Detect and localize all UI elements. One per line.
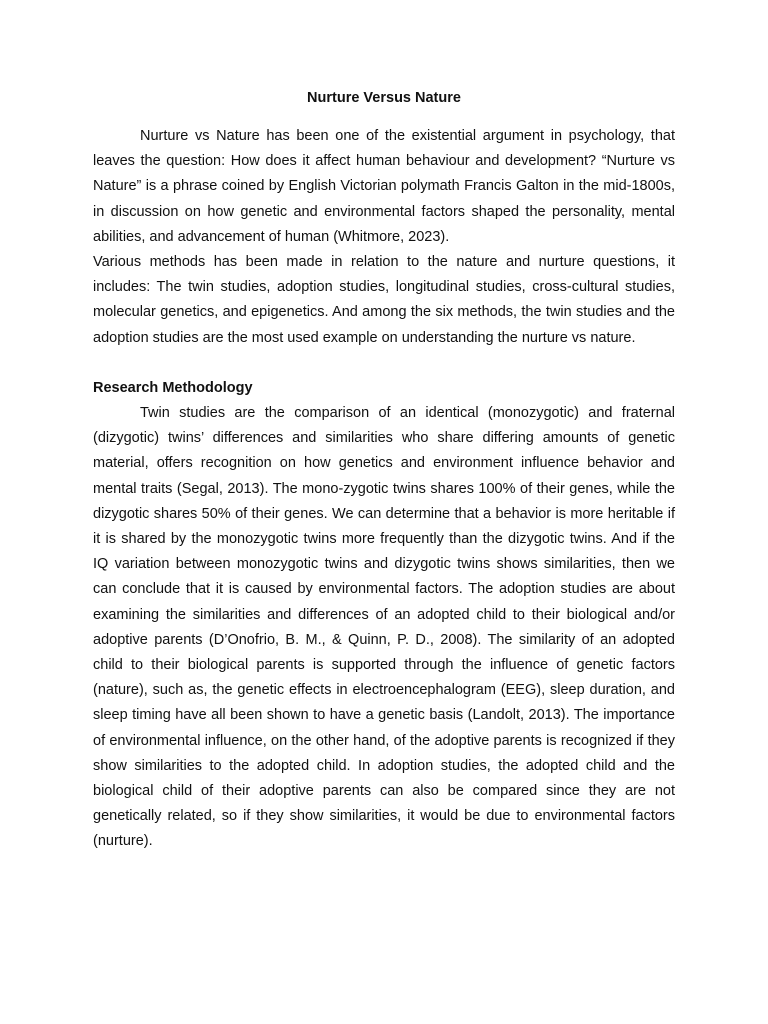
intro-paragraph-1: Nurture vs Nature has been one of the existential argument in psychology, that leaves the question: How does it affect human behaviour and development? “Nurture vs Nature” is a phrase coined by English Victorian polymath Francis Galton in the mid-1800s, in discussion on how genetic and environmental factors shaped the personality, mental abilities, and advancement of human (Whitmore, 2023). [93, 128, 675, 245]
intro-paragraph-2: Various methods has been made in relation to the nature and nurture questions, it includes: The twin studies, adoption studies, longitudinal studies, cross-cultural studies, molecular genetics, and epigenetics. And among the six methods, the twin studies and the adoption studies are the most used example on understanding the nurture vs nature. [93, 254, 675, 346]
section-paragraph: Twin studies are the comparison of an identical (monozygotic) and fraternal (dizygotic) twins’ differences and similarities who share differing amounts of genetic material, offers recognition on how genetics and environment influence behavior and mental traits (Segal, 2013). The mono-zygotic twins shares 100% of their genes, while the dizygotic shares 50% of their genes. We can determine that a behavior is more heritable if it is shared by the monozygotic twins more frequently than the dizygotic twins. And if the IQ variation between monozygotic twins and dizygotic twins shows similarities, then we can conclude that it is caused by environmental factors. The adoption studies are about examining the similarities and differences of an adopted child to their biological and/or adoptive parents (D’Onofrio, B. M., & Quinn, P. D., 2008). The similarity of an adopted child to their biological parents is supported through the influence of genetic factors (nature), such as, the genetic effects in electroencephalogram (EEG), sleep duration, and sleep timing have all been shown to have a genetic basis (Landolt, 2013). The importance of environmental influence, on the other hand, of the adoptive parents is recognized if they show similarities to the adopted child. In adoption studies, the adopted child and the biological child of their adoptive parents can also be compared since they are not genetically related, so if they show similarities, it would be due to environmental factors (nurture). [93, 405, 675, 850]
document-title: Nurture Versus Nature [307, 90, 461, 106]
document-page [93, 86, 675, 855]
section-heading: Research Methodology [93, 379, 253, 396]
